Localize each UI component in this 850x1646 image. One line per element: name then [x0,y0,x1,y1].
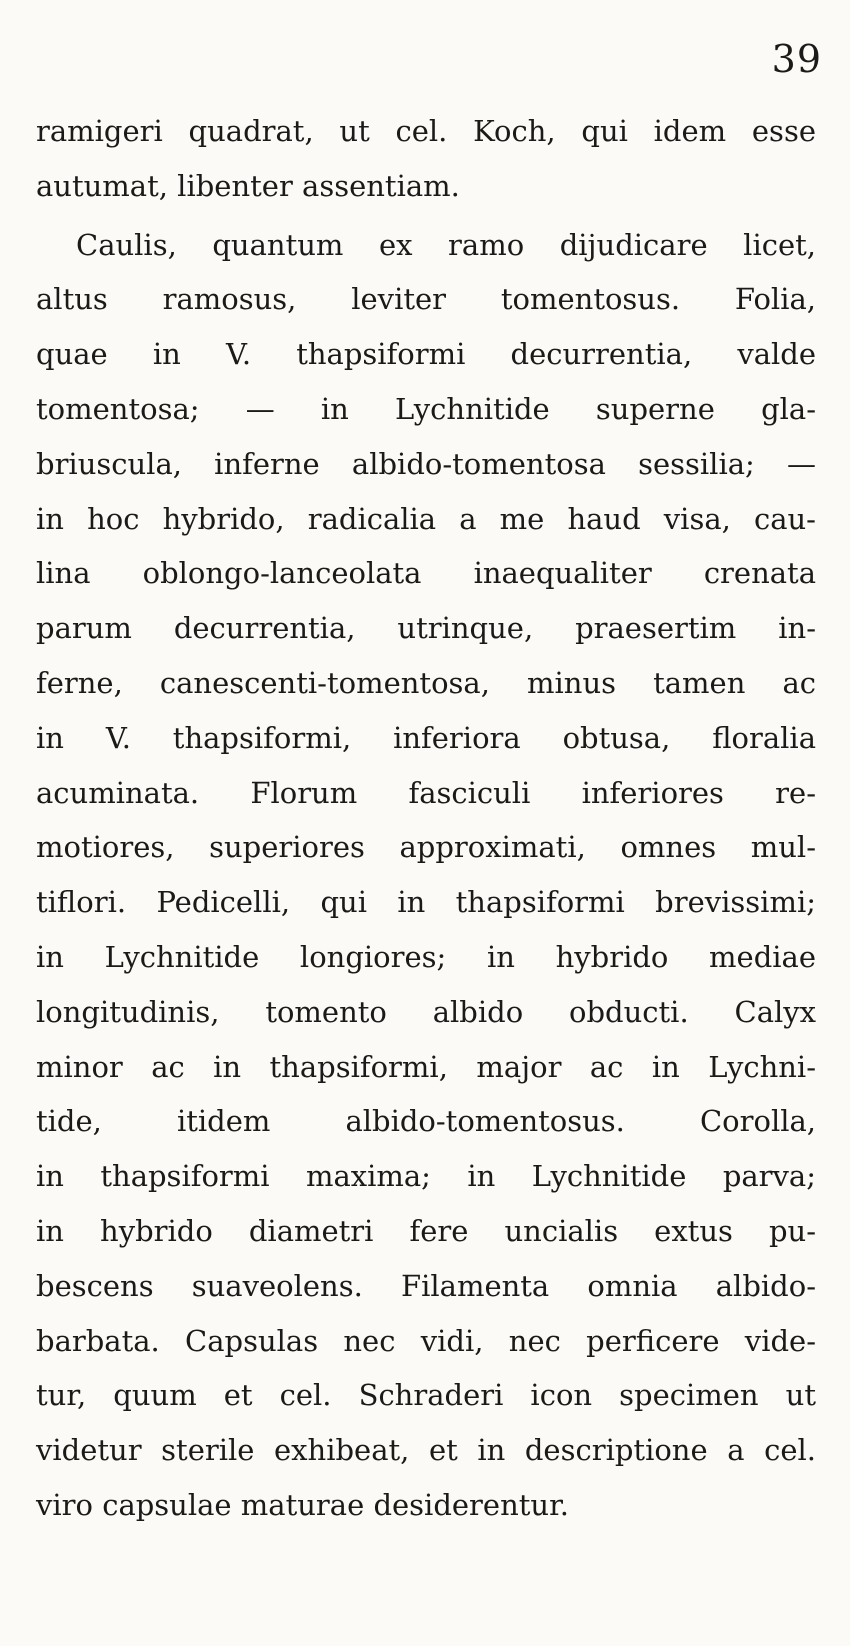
text-line: tide, itidem albido-tomentosus. Corolla, [36,1104,816,1139]
text-line: briuscula, inferne albido-tomentosa sessilia; — [36,446,816,481]
text-line: acuminata. Florum fasciculi inferiores re- [36,775,816,810]
text-line: in hybrido diametri fere uncialis extus pu- [36,1213,816,1248]
text-line: tur, quum et cel. Schraderi icon specimen ut [36,1378,816,1413]
text-line: longitudinis, tomento albido obducti. Calyx [36,994,816,1029]
text-line: Caulis, quantum ex ramo dijudicare licet, [76,227,816,262]
text-line: lina oblongo-lanceolata inaequaliter crenata [36,556,816,591]
text-line: barbata. Capsulas nec vidi, nec perficere vide- [36,1323,816,1358]
text-line: ramigeri quadrat, ut cel. Koch, qui idem esse [36,114,816,148]
text-line: in Lychnitide longiores; in hybrido mediae [36,939,816,974]
text-line: viro capsulae maturae desiderentur. [36,1487,569,1522]
text-line: in hoc hybrido, radicalia a me haud visa, cau- [36,501,816,536]
text-line: autumat, libenter assentiam. [36,168,460,203]
text-line: tomentosa; — in Lychnitide superne gla- [36,391,816,426]
text-line: tiflori. Pedicelli, qui in thapsiformi brevissimi; [36,885,816,920]
text-line: in thapsiformi maxima; in Lychnitide parva; [36,1159,816,1194]
text-line: bescens suaveolens. Filamenta omnia albido- [36,1268,816,1303]
text-line: minor ac in thapsiformi, major ac in Lychni- [36,1049,816,1084]
text-line: motiores, superiores approximati, omnes mul- [36,830,816,865]
text-line: altus ramosus, leviter tomentosus. Folia, [36,282,816,317]
body-text [36,104,816,1533]
text-line: parum decurrentia, utrinque, praesertim in- [36,611,816,646]
text-line: ferne, canescenti-tomentosa, minus tamen ac [36,665,816,700]
page-number: 39 [771,37,822,81]
text-line: in V. thapsiformi, inferiora obtusa, floralia [36,720,816,755]
text-line: videtur sterile exhibeat, et in descriptione a cel. [36,1433,816,1468]
text-line: quae in V. thapsiformi decurrentia, valde [36,337,816,372]
